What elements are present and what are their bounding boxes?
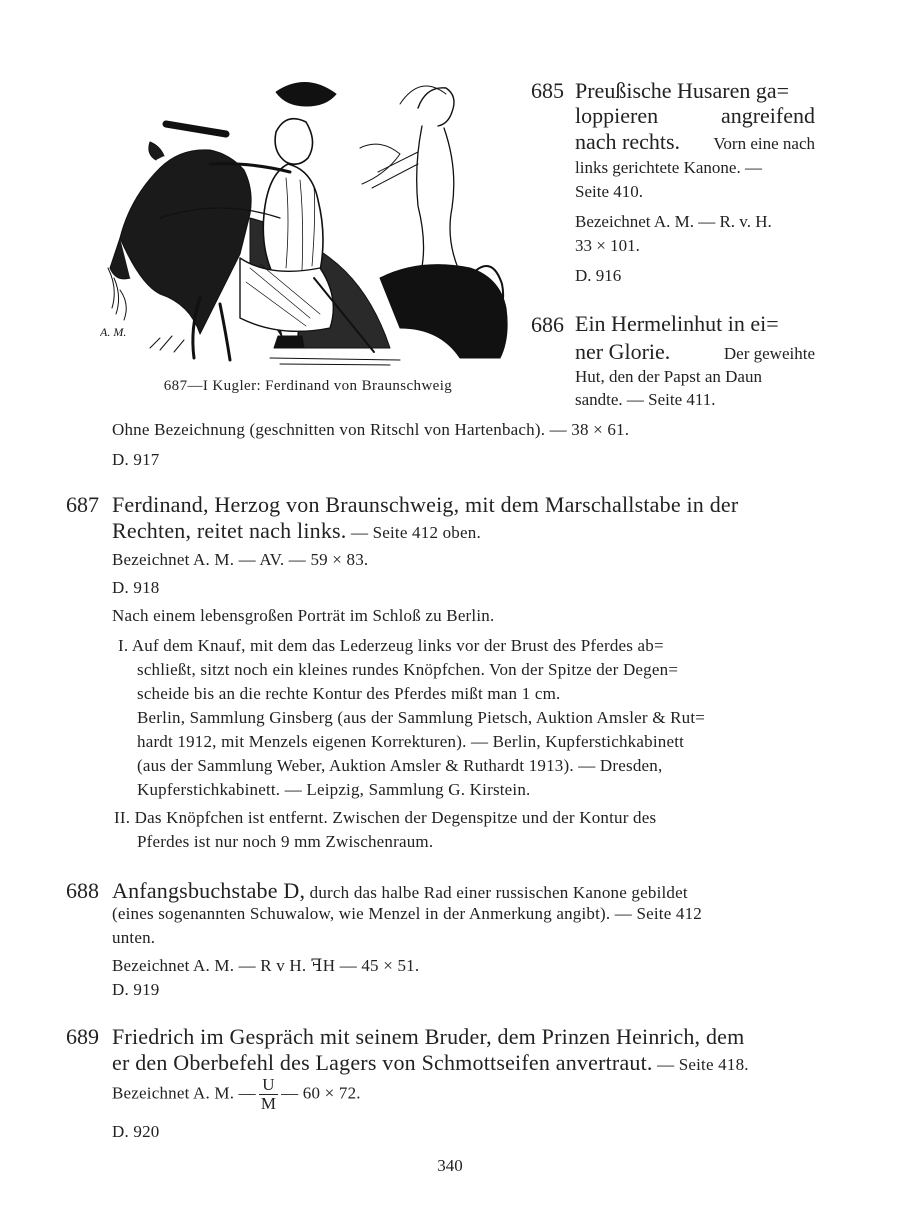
entry-686-page-ref: sandte. — Seite 411. — [575, 390, 716, 409]
entry-686-number: 686 — [531, 312, 564, 337]
entry-685-title-line-1: Preußische Husaren ga= — [575, 78, 790, 103]
entry-687-catalog-ref: D. 918 — [112, 578, 160, 597]
entry-687-title-line-1: Ferdinand, Herzog von Braunschweig, mit dem Marschallstabe in der — [112, 492, 739, 517]
entry-685-title-line-2 — [575, 104, 815, 128]
horseman-woodcut-image — [100, 68, 512, 370]
entry-686-line-2 — [575, 340, 815, 366]
entry-688-description: durch das halbe Rad einer russischen Kanone gebildet — [309, 883, 688, 902]
entry-687-provenance-line: hardt 1912, mit Menzels eigenen Korrekturen). — Berlin, Kupferstichkabinett — [137, 732, 685, 751]
entry-685-number: 685 — [531, 78, 564, 103]
entry-689-number: 689 — [66, 1024, 99, 1049]
entry-688-page-ref: unten. — [112, 928, 156, 947]
entry-687-state-1-line: scheide bis an die rechte Kontur des Pferdes mißt man 1 cm. — [137, 684, 561, 703]
woodcut-illustration — [100, 68, 512, 370]
entry-685-line-3 — [575, 130, 815, 156]
entry-689-catalog-ref: D. 920 — [112, 1122, 160, 1141]
entry-689-signature-prefix: Bezeichnet A. M. — — [112, 1083, 256, 1103]
entry-688-title: Anfangsbuchstabe D, — [112, 878, 306, 903]
entry-689-title-line-1: Friedrich im Gespräch mit seinem Bruder, dem Prinzen Heinrich, dem — [112, 1024, 745, 1049]
entry-685-signature: Bezeichnet A. M. — R. v. H. — [575, 212, 772, 231]
entry-687-state-2-line: II. Das Knöpfchen ist entfernt. Zwischen der Degenspitze und der Kontur des — [114, 808, 657, 827]
figure-caption: 687—I Kugler: Ferdinand von Braunschweig — [163, 378, 453, 394]
entry-685-title-part: angreifend — [720, 103, 815, 128]
entry-689-title-end: er den Oberbefehl des Lagers von Schmottseifen anvertraut. — [112, 1050, 653, 1075]
entry-686-title-line-1: Ein Hermelinhut in ei= — [575, 311, 779, 336]
entry-688-catalog-ref: D. 919 — [112, 980, 160, 999]
entry-687-provenance-line: (aus der Sammlung Weber, Auktion Amsler & Ruthardt 1913). — Dresden, — [137, 756, 663, 775]
entry-689-dimensions: — 60 × 72. — [281, 1083, 361, 1103]
entry-687-state-1-line: I. Auf dem Knauf, mit dem das Lederzeug links vor der Brust des Pferdes ab= — [118, 636, 664, 655]
entry-688-signature: Bezeichnet A. M. — R v H. ꟻH — 45 × 51. — [112, 956, 420, 975]
entry-687-provenance-line: Berlin, Sammlung Ginsberg (aus der Sammlung Pietsch, Auktion Amsler & Rut= — [137, 708, 706, 727]
entry-685-title-part: loppieren — [575, 103, 659, 128]
entry-685-catalog-ref: D. 916 — [575, 266, 622, 285]
entry-685-description: links gerichtete Kanone. — — [575, 158, 762, 177]
entry-689-page-ref: — Seite 418. — [657, 1055, 749, 1074]
entry-685-page-ref: Seite 410. — [575, 182, 643, 201]
entry-687-number: 687 — [66, 492, 99, 517]
entry-686-description: Der geweihte — [723, 344, 815, 363]
fraction-numerator: U — [259, 1076, 278, 1095]
entry-685-description: Vorn eine nach — [713, 134, 815, 153]
entry-687-title-line-2 — [112, 518, 481, 544]
entry-685-dimensions: 33 × 101. — [575, 236, 640, 255]
entry-687-title-end: Rechten, reitet nach links. — [112, 518, 347, 543]
monogram-fraction — [259, 1076, 278, 1113]
entry-689-title-line-2 — [112, 1050, 749, 1076]
entry-685-title-end: nach rechts. — [575, 129, 681, 154]
entry-687-provenance-line: Kupferstichkabinett. — Leipzig, Sammlung G. Kirstein. — [137, 780, 531, 799]
entry-689-signature — [112, 1076, 361, 1113]
fraction-denominator: M — [260, 1094, 277, 1113]
entry-686-signature: Ohne Bezeichnung (geschnitten von Ritschl von Hartenbach). — 38 × 61. — [112, 420, 630, 439]
entry-686-catalog-ref: D. 917 — [112, 450, 160, 469]
entry-687-state-2-line: Pferdes ist nur noch 9 mm Zwischenraum. — [137, 832, 434, 851]
entry-688-number: 688 — [66, 878, 99, 903]
entry-687-signature: Bezeichnet A. M. — AV. — 59 × 83. — [112, 550, 369, 569]
entry-688-description: (eines sogenannten Schuwalow, wie Menzel in der Anmerkung angibt). — Seite 412 — [112, 904, 702, 923]
artist-signature: A. M. — [100, 325, 127, 339]
entry-688-title-line-1 — [112, 878, 688, 904]
entry-687-note: Nach einem lebensgroßen Porträt im Schloß zu Berlin. — [112, 606, 495, 625]
entry-687-state-1-line: schließt, sitzt noch ein kleines rundes Knöpfchen. Von der Spitze der Degen= — [137, 660, 679, 679]
entry-686-description: Hut, den der Papst an Daun — [575, 367, 762, 386]
entry-687-page-ref: — Seite 412 oben. — [350, 523, 481, 542]
entry-686-title-end: ner Glorie. — [575, 339, 671, 364]
page-number: 340 — [437, 1156, 463, 1175]
